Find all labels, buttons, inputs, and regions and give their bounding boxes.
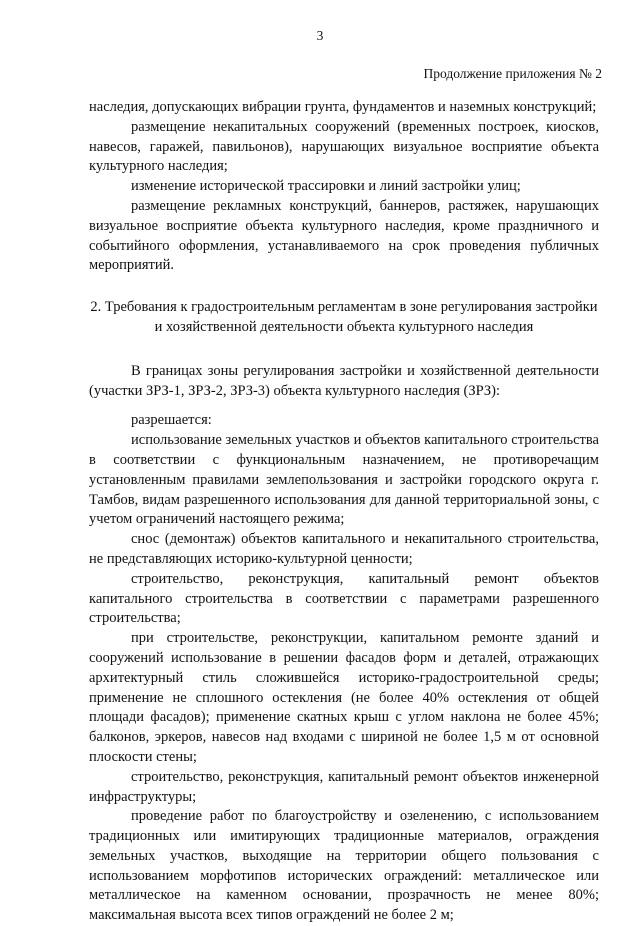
- paragraph-continuation: наследия, допускающих вибрации грунта, фундаментов и наземных конструкций;: [89, 99, 597, 115]
- document-body: [89, 98, 599, 926]
- list-item: снос (демонтаж) объектов капитального и некапитального строительства, не представляющих историко-культурной ценности;: [89, 531, 599, 567]
- list-item: строительство, реконструкция, капитальный ремонт объектов капитального строительства в соответствии с параметрами разрешенного строительства;: [89, 570, 599, 627]
- list-item: проведение работ по благоустройству и озеленению, с использованием традиционных или имитирующих традиционные материалов, ограждения земельных участков, выходящие на территории общего пользования с использованием морфотипов исторических ограждений: металлическое или металлическое на каменном основании, прозрачность не менее 80%; максимальная высота всех типов ограждений не более 2 м;: [89, 808, 599, 924]
- appendix-note: Продолжение приложения № 2: [423, 66, 602, 81]
- paragraph-nonpermanent-structures: размещение некапитальных сооружений (временных построек, киосков, навесов, гаражей, павильонов), нарушающих визуальное восприятие объекта культурного наследия;: [89, 118, 599, 175]
- paragraph-street-tracing: изменение исторической трассировки и линий застройки улиц;: [131, 178, 521, 195]
- paragraph-advertising: размещение рекламных конструкций, баннеров, растяжек, нарушающих визуальное восприятие объекта культурного наследия, кроме праздничного и событийного оформления, устанавливаемого на срок проведения публичных мероприятий.: [89, 197, 599, 274]
- paragraph-zone-intro: В границах зоны регулирования застройки и хозяйственной деятельности (участки ЗРЗ-1, ЗРЗ-2, ЗРЗ-3) объекта культурного наследия (ЗРЗ):: [89, 362, 599, 399]
- list-item: строительство, реконструкция, капитальный ремонт объектов инженерной инфраструктуры;: [89, 768, 599, 805]
- section-heading: 2. Требования к градостроительным регламентам в зоне регулирования застройки и хозяйственной деятельности объекта культурного наследия: [90, 299, 598, 335]
- list-item: использование земельных участков и объектов капитального строительства в соответствии с функциональным назначением, не противоречащим установленным правилами землепользования и застройки городского округа г. Тамбов, видам разрешенного использования для данной территориальной зоны, с учетом ограничений настоящего режима;: [89, 432, 599, 528]
- allowed-label: разрешается:: [131, 412, 212, 429]
- page-number: 3: [316, 28, 324, 43]
- list-item: при строительстве, реконструкции, капитальном ремонте зданий и сооружений использование в решении фасадов форм и деталей, отражающих архитектурный стиль сложившейся историко-градостроительной среды; применение не сплошного остекления (не более 40% остекления от общей площади фасадов); применение скатных крыш с углом наклона не более 45%; балконов, эркеров, навесов над входами с шириной не более 1,5 м от основной плоскости стены;: [89, 630, 599, 765]
